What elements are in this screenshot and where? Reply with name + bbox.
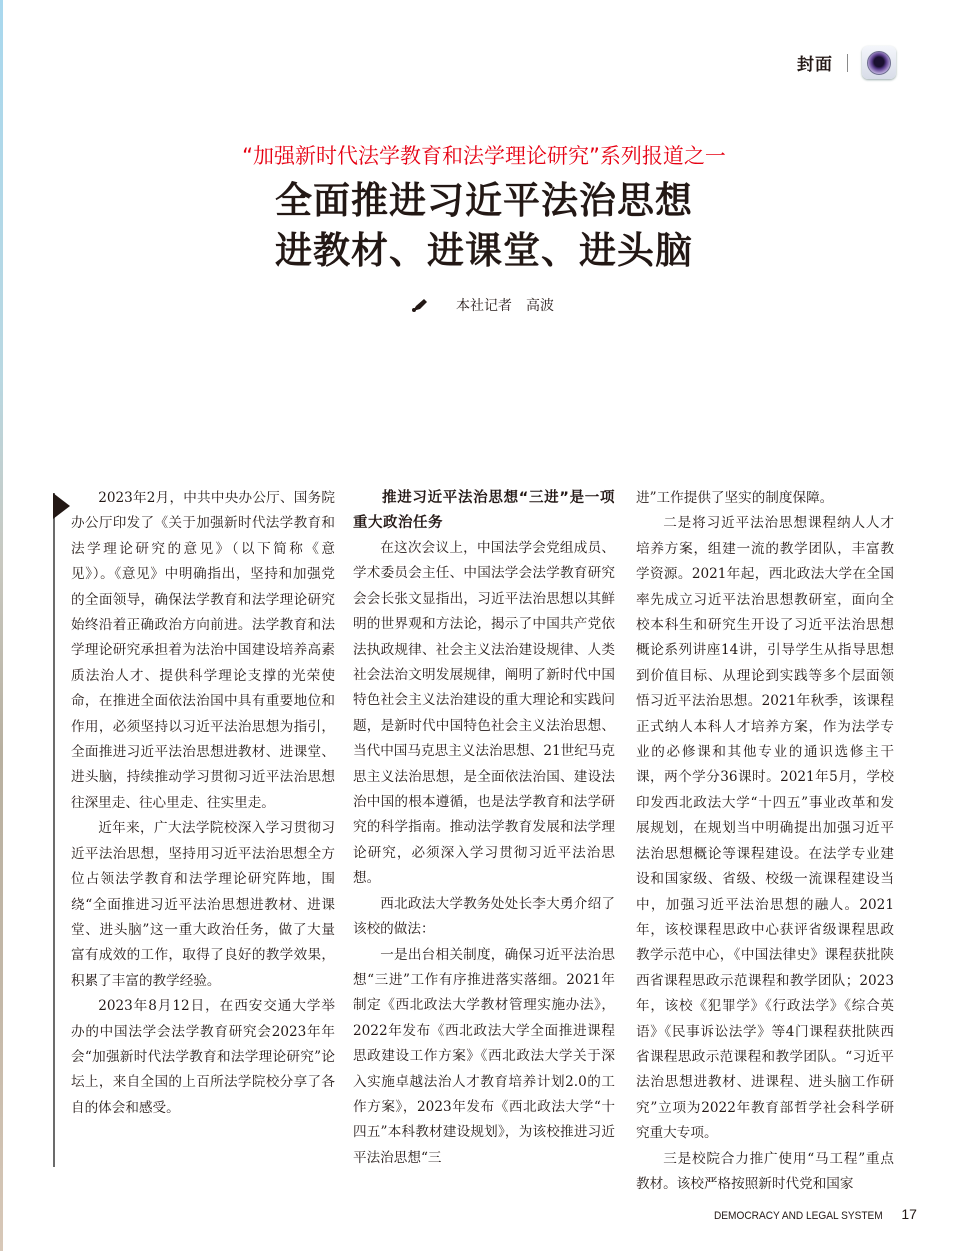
journal-name: DEMOCRACY AND LEGAL SYSTEM bbox=[714, 1210, 883, 1222]
triangle-marker-icon bbox=[53, 493, 70, 519]
column-rule bbox=[53, 493, 55, 1167]
series-kicker: “加强新时代法学教育和法学理论研究”系列报道之一 bbox=[242, 144, 726, 168]
byline bbox=[410, 295, 554, 315]
headline-line-1: 全面推进习近平法治思想 bbox=[275, 179, 693, 222]
paragraph: 在这次会议上，中国法学会党组成员、学术委员会主任、中国法学会法学教育研究会会长张文显指出，习近平法治思想以其鲜明的世界观和方法论，揭示了中国共产党依法执政规律、社会主义法治建设规律、人类社会法治文明发展规律，阐明了新时代中国特色社会主义法治建设的重大理论和实践问题，是新时代中国特色社会主义法治思想、当代中国马克思主义法治思想、21世纪马克思主义法治思想，是全面依法治国、建设法治中国的根本遵循，也是法学教育和法学研究的科学指南。推动法学教育发展和法学理论研究，必须深入学习贯彻习近平法治思想。 bbox=[353, 540, 615, 887]
paragraph: 进”工作提供了坚实的制度保障。 bbox=[636, 490, 834, 506]
paragraph: 一是出台相关制度，确保习近平法治思想“三进”工作有序推进落实落细。2021年制定《西北政法大学教材管理实施办法》，2022年发布《西北政法大学全面推进课程思政建设工作方案》《西北政法大学关于深入实施卓越法治人才教育培养计划2.0的工作方案》，2023年发布《西北政法大学“十四五”本科教材建设规划》，为该校推进习近平法治思想“三 bbox=[353, 946, 615, 1166]
paragraph: 2023年8月12日，在西安交通大学举办的中国法学会法学教育研究会2023年年会“加强新时代法学教育和法学理论研究”论坛上，来自全国的上百所法学院校分享了各自的体会和感受。 bbox=[71, 998, 335, 1116]
headline-line-2: 进教材、进课堂、进头脑 bbox=[275, 229, 693, 272]
section-header bbox=[797, 46, 896, 79]
byline-role: 本社记者 bbox=[456, 298, 512, 314]
paragraph: 二是将习近平法治思想课程纳人人才培养方案，组建一流的教学团队，丰富教学资源。2021年起，西北政法大学在全国率先成立习近平法治思想教研室，面向全校本科生和研究生开设了习近平法治思想概论系列讲座14讲，引导学生从指导思想到价值目标、从理论到实践等多个层面领悟习近平法治思想。2021年秋季，该课程正式纳人本科人才培养方案，作为法学专业的必修课和其他专业的通识选修主干课，两个学分36课时。2021年5月，学校印发西北政法大学“十四五”事业改革和发展规划，在规划当中明确提出加强习近平法治思想概论等课程建设。在法学专业建设和国家级、省级、校级一流课程建设当中，加强习近平法治思想的融人。2021年，该校课程思政中心获评省级课程思政教学示范中心，《中国法律史》课程获批陕西省课程思政示范课程和教学团队；2023年，该校《犯罪学》《行政法学》《综合英语》《民事诉讼法学》等4门课程获批陕西省课程思政示范课程和教学团队。“习近平法治思想进教材、进课程、进头脑工作研究”立项为2022年教育部哲学社会科学研究重大专项。 bbox=[636, 515, 894, 1142]
page-number: 17 bbox=[901, 1206, 917, 1222]
section-label: 封面 bbox=[797, 55, 833, 75]
paragraph: 2023年2月，中共中央办公厅、国务院办公厅印发了《关于加强新时代法学教育和法学理论研究的意见》（以下简称《意见》）。《意见》中明确指出，坚持和加强党的全面领导，确保法学教育和法学理论研究始终沿着正确政治方向前进。法学教育和法学理论研究承担着为法治中国建设培养高素质法治人才、提供科学理论支撑的光荣使命，在推进全面依法治国中具有重要地位和作用，必须坚持以习近平法治思想为指引，全面推进习近平法治思想进教材、进课堂、进头脑，持续推动学习贯彻习近平法治思想往深里走、往心里走、往实里走。 bbox=[71, 490, 335, 811]
header-divider bbox=[847, 54, 848, 72]
article-headline bbox=[0, 176, 968, 276]
pen-icon bbox=[410, 297, 430, 313]
page-footer bbox=[714, 1206, 917, 1222]
paragraph: 三是校院合力推广使用“马工程”重点教材。该校严格按照新时代党和国家 bbox=[636, 1150, 894, 1192]
byline-author: 高波 bbox=[526, 298, 554, 314]
article-column-1 bbox=[71, 486, 335, 1121]
article-column-3 bbox=[636, 486, 894, 1197]
paragraph: 西北政法大学教务处处长李大勇介绍了该校的做法： bbox=[353, 895, 615, 938]
camera-lens-icon bbox=[862, 46, 896, 79]
article-column-2 bbox=[353, 486, 615, 1171]
paragraph: 近年来，广大法学院校深入学习贯彻习近平法治思想，坚持用习近平法治思想全方位占领法学教育和法学理论研究阵地，围绕“全面推进习近平法治思想进教材、进课堂、进头脑”这一重大政治任务，做了大量富有成效的工作，取得了良好的教学效果，积累了丰富的教学经验。 bbox=[71, 820, 335, 989]
section-subhead: 推进习近平法治思想“三进”是一项重大政治任务 bbox=[353, 490, 615, 531]
